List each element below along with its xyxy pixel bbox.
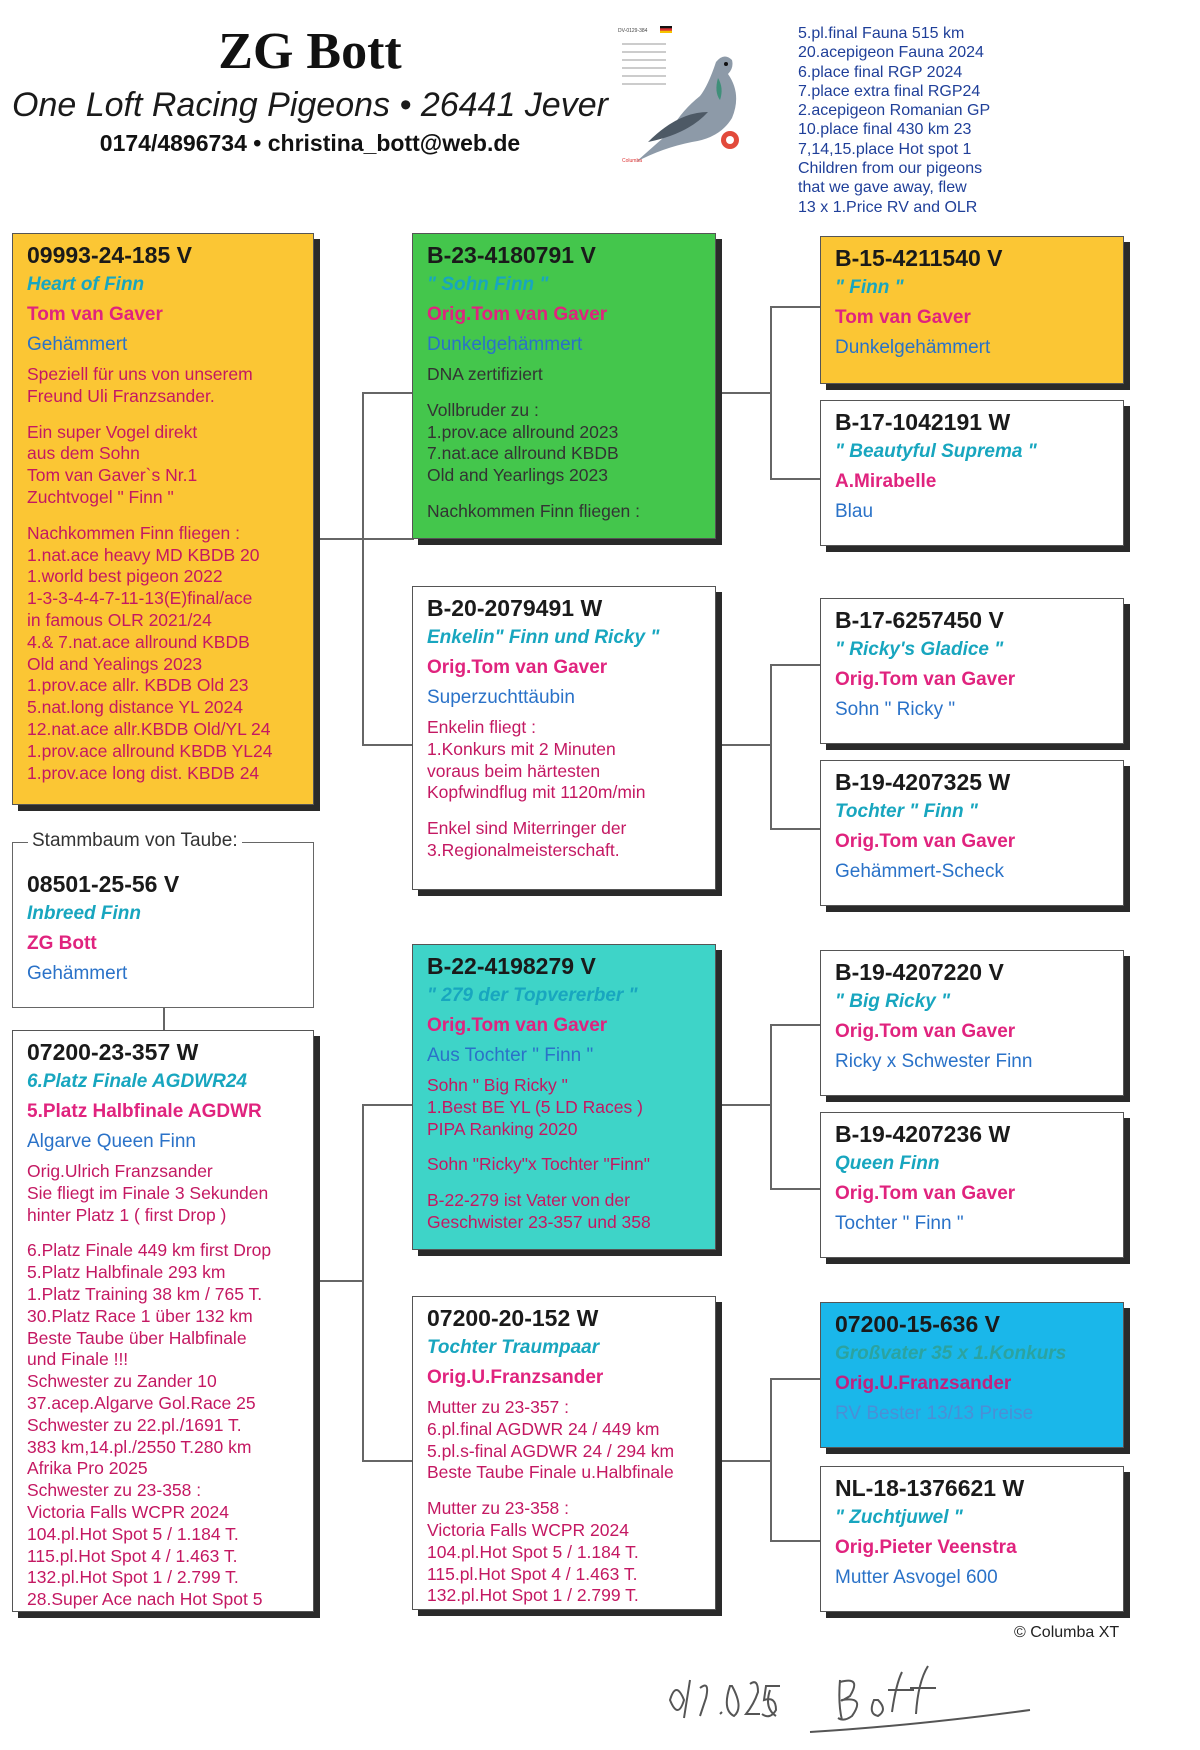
connector bbox=[362, 392, 412, 394]
note-line: Enkel sind Miterringer der bbox=[427, 818, 627, 839]
note-spacer bbox=[427, 804, 701, 818]
granddam-sire-breeder: Orig.Tom van Gaver bbox=[427, 657, 608, 678]
note-spacer bbox=[427, 1140, 701, 1154]
grandsire-dam-ring: B-22-4198279 V bbox=[427, 953, 596, 979]
ggp-color: Gehämmert-Scheck bbox=[835, 861, 1004, 882]
note-line: aus dem Sohn bbox=[27, 443, 140, 464]
ggp-name: " Big Ricky " bbox=[835, 991, 951, 1012]
ggp-breeder: Tom van Gaver bbox=[835, 307, 971, 328]
note-line: voraus beim härtesten bbox=[427, 760, 601, 781]
subject-ring: 08501-25-56 V bbox=[27, 871, 180, 897]
note-line: 1.Platz Training 38 km / 765 T. bbox=[27, 1283, 263, 1304]
ggp-color: Blau bbox=[835, 501, 874, 522]
ggp-breeder: Orig.Pieter Veenstra bbox=[835, 1537, 1017, 1558]
ggp-name: " Beautyful Suprema " bbox=[835, 441, 1037, 462]
dam-color: Algarve Queen Finn bbox=[27, 1131, 196, 1152]
connector bbox=[318, 748, 320, 749]
achievement-item: 5.pl.final Fauna 515 km bbox=[798, 25, 965, 42]
ggp-ring: B-15-4211540 V bbox=[835, 245, 1003, 271]
copyright: © Columba XT bbox=[1014, 1624, 1120, 1641]
grandsire-dam-name: " 279 der Topvererber " bbox=[427, 985, 638, 1006]
ggp-name: " Zuchtjuwel " bbox=[835, 1507, 963, 1528]
connector bbox=[362, 1104, 412, 1106]
note-line: Enkelin fliegt : bbox=[427, 717, 536, 737]
achievement-item: that we gave away, flew bbox=[798, 179, 967, 197]
ggp-color: Sohn " Ricky " bbox=[835, 699, 956, 720]
note-line: Orig.Ulrich Franzsander bbox=[27, 1161, 213, 1181]
sire-name: Heart of Finn bbox=[27, 274, 145, 295]
ggp-breeder: Orig.Tom van Gaver bbox=[835, 1021, 1016, 1042]
ggp-ring: B-17-1042191 W bbox=[835, 409, 1011, 435]
note-line: 1.Konkurs mit 2 Minuten bbox=[427, 738, 616, 759]
ggp-ring: 07200-15-636 V bbox=[835, 1311, 1000, 1337]
note-line: 7.nat.ace allround KBDB bbox=[427, 443, 619, 464]
note-line: Afrika Pro 2025 bbox=[27, 1458, 148, 1479]
note-line: 1.prov.ace allround 2023 bbox=[427, 421, 619, 442]
connector bbox=[362, 744, 412, 746]
page-subtitle: One Loft Racing Pigeons • 26441 Jever bbox=[12, 86, 608, 124]
achievement-item: 7.place extra final RGP24 bbox=[798, 82, 981, 100]
note-line: Ein super Vogel direkt bbox=[27, 421, 198, 442]
ggp-name: Queen Finn bbox=[835, 1153, 940, 1174]
achievement-item: 7,14,15.place Hot spot 1 bbox=[798, 140, 972, 158]
achievement-item: 13 x 1.Price RV and OLR bbox=[798, 198, 978, 216]
note-line: Sie fliegt im Finale 3 Sekunden bbox=[27, 1182, 269, 1203]
ggp-ring: B-17-6257450 V bbox=[835, 607, 1004, 633]
ggp-box-4 bbox=[820, 760, 1124, 906]
granddam-dam-ring: 07200-20-152 W bbox=[427, 1305, 599, 1331]
connector bbox=[318, 538, 364, 540]
contact-info: 0174/4896734 • christina_bott@web.de bbox=[99, 130, 521, 156]
ggp-color: Mutter Asvogel 600 bbox=[835, 1567, 998, 1588]
note-line: Zuchtvogel " Finn " bbox=[27, 486, 174, 507]
connector bbox=[770, 1378, 820, 1380]
note-line: 1.prov.ace allr. KBDB Old 23 bbox=[27, 675, 249, 696]
note-line: 37.acep.Algarve Gol.Race 25 bbox=[27, 1392, 256, 1413]
pigeon-photo bbox=[618, 22, 758, 172]
ggp-box-5 bbox=[820, 950, 1124, 1096]
note-spacer bbox=[27, 408, 299, 422]
note-line: Speziell für uns von unserem bbox=[27, 364, 253, 384]
connector bbox=[770, 1024, 772, 1190]
note-line: Geschwister 23-357 und 358 bbox=[427, 1211, 651, 1232]
note-spacer bbox=[427, 386, 701, 400]
connector bbox=[770, 1540, 820, 1542]
sire-ring: 09993-24-185 V bbox=[27, 242, 192, 268]
connector bbox=[362, 392, 364, 744]
ggp-name: Großvater 35 x 1.Konkurs bbox=[835, 1343, 1067, 1364]
sire-color: Gehämmert bbox=[27, 334, 128, 355]
connector bbox=[770, 828, 820, 830]
note-line: Freund Uli Franzsander. bbox=[27, 385, 215, 406]
connector bbox=[716, 744, 772, 746]
connector bbox=[770, 664, 820, 666]
note-line: 1-3-3-4-4-7-11-13(E)final/ace bbox=[27, 588, 253, 609]
note-line: 1.prov.ace allround KBDB YL24 bbox=[27, 740, 273, 761]
connector bbox=[318, 1280, 364, 1282]
ggp-name: " Ricky's Gladice " bbox=[835, 639, 1004, 660]
connector bbox=[770, 306, 772, 480]
note-line: Schwester zu 23-358 : bbox=[27, 1480, 202, 1501]
grandsire-dam-color: Aus Tochter " Finn " bbox=[427, 1045, 594, 1066]
subject-name: Inbreed Finn bbox=[27, 903, 141, 924]
note-spacer bbox=[427, 487, 701, 501]
connector bbox=[362, 1460, 412, 1462]
note-line: 104.pl.Hot Spot 5 / 1.184 T. bbox=[427, 1541, 639, 1562]
note-line: 5.Platz Halbfinale 293 km bbox=[27, 1262, 226, 1283]
note-line: 1.nat.ace heavy MD KBDB 20 bbox=[27, 544, 260, 565]
note-line: in famous OLR 2021/24 bbox=[27, 609, 212, 630]
ggp-breeder: Orig.Tom van Gaver bbox=[835, 669, 1016, 690]
granddam-dam-name: Tochter Traumpaar bbox=[427, 1337, 600, 1358]
ggp-color: Tochter " Finn " bbox=[835, 1213, 964, 1234]
page-title: ZG Bott bbox=[218, 23, 402, 80]
grandsire-sire-color: Dunkelgehämmert bbox=[427, 334, 583, 355]
note-line: DNA zertifiziert bbox=[427, 364, 543, 384]
sire-breeder: Tom van Gaver bbox=[27, 304, 163, 325]
dam-box bbox=[12, 1030, 314, 1612]
grandsire-dam-box bbox=[412, 944, 716, 1250]
note-line: 28.Super Ace nach Hot Spot 5 bbox=[27, 1589, 263, 1610]
note-line: 30.Platz Race 1 über 132 km bbox=[27, 1305, 253, 1326]
achievement-item: 20.acepigeon Fauna 2024 bbox=[798, 44, 984, 62]
connector bbox=[770, 1378, 772, 1542]
grandsire-dam-breeder: Orig.Tom van Gaver bbox=[427, 1015, 608, 1036]
ggp-ring: NL-18-1376621 W bbox=[835, 1475, 1025, 1501]
ggp-color: RV Bester 13/13 Preise bbox=[835, 1403, 1034, 1424]
achievement-item: 10.place final 430 km 23 bbox=[798, 121, 972, 139]
connector bbox=[770, 1188, 820, 1190]
note-line: Victoria Falls WCPR 2024 bbox=[27, 1501, 229, 1522]
note-line: Kopfwindflug mit 1120m/min bbox=[427, 782, 646, 803]
note-line: Schwester zu 22.pl./1691 T. bbox=[27, 1414, 242, 1435]
sire-box bbox=[12, 233, 314, 805]
ggp-ring: B-19-4207220 V bbox=[835, 959, 1004, 985]
note-line: 5.pl.s-final AGDWR 24 / 294 km bbox=[427, 1440, 675, 1461]
ggp-breeder: Orig.U.Franzsander bbox=[835, 1373, 1012, 1394]
note-spacer bbox=[427, 1484, 701, 1498]
grandsire-sire-ring: B-23-4180791 V bbox=[427, 242, 596, 268]
note-line: 12.nat.ace allr.KBDB Old/YL 24 bbox=[27, 718, 271, 739]
grandsire-sire-box bbox=[412, 233, 716, 539]
granddam-sire-color: Superzuchttäubin bbox=[427, 687, 575, 708]
connector bbox=[716, 392, 772, 394]
note-line: 1.Best BE YL (5 LD Races ) bbox=[427, 1096, 643, 1117]
note-line: 104.pl.Hot Spot 5 / 1.184 T. bbox=[27, 1523, 239, 1544]
granddam-sire-ring: B-20-2079491 W bbox=[427, 595, 603, 621]
note-line: PIPA Ranking 2020 bbox=[427, 1118, 578, 1139]
note-line: Sohn " Big Ricky " bbox=[427, 1075, 568, 1095]
note-line: Sohn "Ricky"x Tochter "Finn" bbox=[427, 1154, 650, 1175]
grandsire-dam-notes bbox=[427, 1071, 701, 1234]
note-line: Nachkommen Finn fliegen : bbox=[427, 500, 641, 521]
connector bbox=[770, 664, 772, 830]
note-line: Vollbruder zu : bbox=[427, 399, 539, 420]
dam-notes bbox=[27, 1157, 299, 1611]
achievement-item: 2.acepigeon Romanian GP bbox=[798, 102, 991, 120]
ggp-box-8 bbox=[820, 1466, 1124, 1612]
ggp-name: Tochter " Finn " bbox=[835, 801, 978, 822]
connector bbox=[770, 306, 820, 308]
granddam-sire-name: Enkelin" Finn und Ricky " bbox=[427, 627, 660, 648]
achievement-item: Children from our pigeons bbox=[798, 160, 983, 178]
photo-caption: DV-0129-384 bbox=[618, 28, 648, 34]
note-line: und Finale !!! bbox=[27, 1349, 129, 1370]
connector bbox=[318, 392, 320, 538]
connector bbox=[716, 1460, 772, 1462]
pigeon-icon bbox=[618, 22, 758, 172]
grandsire-sire-notes bbox=[427, 360, 701, 523]
note-line: 132.pl.Hot Spot 1 / 2.799 T. bbox=[27, 1567, 239, 1588]
achievement-item: 6.place final RGP 2024 bbox=[798, 63, 963, 81]
ggp-ring: B-19-4207236 W bbox=[835, 1121, 1011, 1147]
note-line: 6.pl.final AGDWR 24 / 449 km bbox=[427, 1418, 660, 1439]
note-line: Old and Yearlings 2023 bbox=[427, 465, 608, 486]
ggp-name: " Finn " bbox=[835, 277, 904, 298]
subject-box bbox=[12, 842, 314, 1008]
connector bbox=[362, 1104, 364, 1460]
achievements-list bbox=[798, 24, 1038, 217]
grandsire-sire-name: " Sohn Finn " bbox=[427, 274, 549, 295]
svg-text:Columba: Columba bbox=[622, 158, 643, 164]
ggp-breeder: Orig.Tom van Gaver bbox=[835, 831, 1016, 852]
granddam-sire-notes bbox=[427, 713, 701, 862]
granddam-sire-box bbox=[412, 586, 716, 890]
ggp-box-7 bbox=[820, 1302, 1124, 1448]
sire-notes bbox=[27, 360, 299, 784]
note-spacer bbox=[27, 1226, 299, 1240]
note-line: 383 km,14.pl./2550 T.280 km bbox=[27, 1436, 252, 1457]
ggp-box-6 bbox=[820, 1112, 1124, 1258]
granddam-dam-notes bbox=[427, 1393, 701, 1607]
dam-breeder: 5.Platz Halbfinale AGDWR bbox=[27, 1101, 262, 1122]
pedigree-label: Stammbaum von Taube: bbox=[28, 830, 242, 852]
dam-name: 6.Platz Finale AGDWR24 bbox=[27, 1071, 247, 1092]
subject-breeder: ZG Bott bbox=[27, 933, 97, 954]
note-spacer bbox=[27, 509, 299, 523]
note-line: Old and Yealings 2023 bbox=[27, 653, 203, 674]
ggp-color: Dunkelgehämmert bbox=[835, 337, 991, 358]
note-line: Mutter zu 23-358 : bbox=[427, 1498, 570, 1519]
granddam-dam-box bbox=[412, 1296, 716, 1610]
note-line: B-22-279 ist Vater von der bbox=[427, 1190, 630, 1211]
ggp-box-1 bbox=[820, 236, 1124, 384]
grandsire-sire-breeder: Orig.Tom van Gaver bbox=[427, 304, 608, 325]
note-spacer bbox=[427, 1176, 701, 1190]
note-line: 1.prov.ace long dist. KBDB 24 bbox=[27, 762, 260, 783]
note-line: 115.pl.Hot Spot 4 / 1.463 T. bbox=[27, 1545, 238, 1566]
note-line: Victoria Falls WCPR 2024 bbox=[427, 1519, 629, 1540]
note-line: Beste Taube über Halbfinale bbox=[27, 1327, 247, 1348]
connector bbox=[770, 478, 820, 480]
note-line: Beste Taube Finale u.Halbfinale bbox=[427, 1462, 674, 1483]
handwritten-signature bbox=[660, 1660, 1040, 1750]
dam-ring: 07200-23-357 W bbox=[27, 1039, 199, 1065]
note-line: Schwester zu Zander 10 bbox=[27, 1371, 217, 1392]
ggp-box-2 bbox=[820, 400, 1124, 546]
note-line: 6.Platz Finale 449 km first Drop bbox=[27, 1240, 272, 1261]
ggp-breeder: A.Mirabelle bbox=[835, 471, 937, 492]
note-line: 1.world best pigeon 2022 bbox=[27, 566, 223, 587]
note-line: 132.pl.Hot Spot 1 / 2.799 T. bbox=[427, 1585, 639, 1606]
note-line: 115.pl.Hot Spot 4 / 1.463 T. bbox=[427, 1563, 638, 1584]
ggp-ring: B-19-4207325 W bbox=[835, 769, 1011, 795]
granddam-dam-breeder: Orig.U.Franzsander bbox=[427, 1367, 604, 1388]
ggp-color: Ricky x Schwester Finn bbox=[835, 1051, 1033, 1072]
connector bbox=[770, 1024, 820, 1026]
note-line: 3.Regionalmeisterschaft. bbox=[427, 839, 620, 860]
note-line: Mutter zu 23-357 : bbox=[427, 1397, 570, 1417]
note-line: Tom van Gaver`s Nr.1 bbox=[27, 465, 198, 486]
ggp-box-3 bbox=[820, 598, 1124, 744]
subject-color: Gehämmert bbox=[27, 963, 128, 984]
note-line: 5.nat.long distance YL 2024 bbox=[27, 697, 244, 718]
ggp-breeder: Orig.Tom van Gaver bbox=[835, 1183, 1016, 1204]
connector bbox=[716, 1104, 772, 1106]
note-line: Nachkommen Finn fliegen : bbox=[27, 522, 241, 543]
note-line: hinter Platz 1 ( first Drop ) bbox=[27, 1204, 227, 1225]
note-line: 4.& 7.nat.ace allround KBDB bbox=[27, 631, 250, 652]
